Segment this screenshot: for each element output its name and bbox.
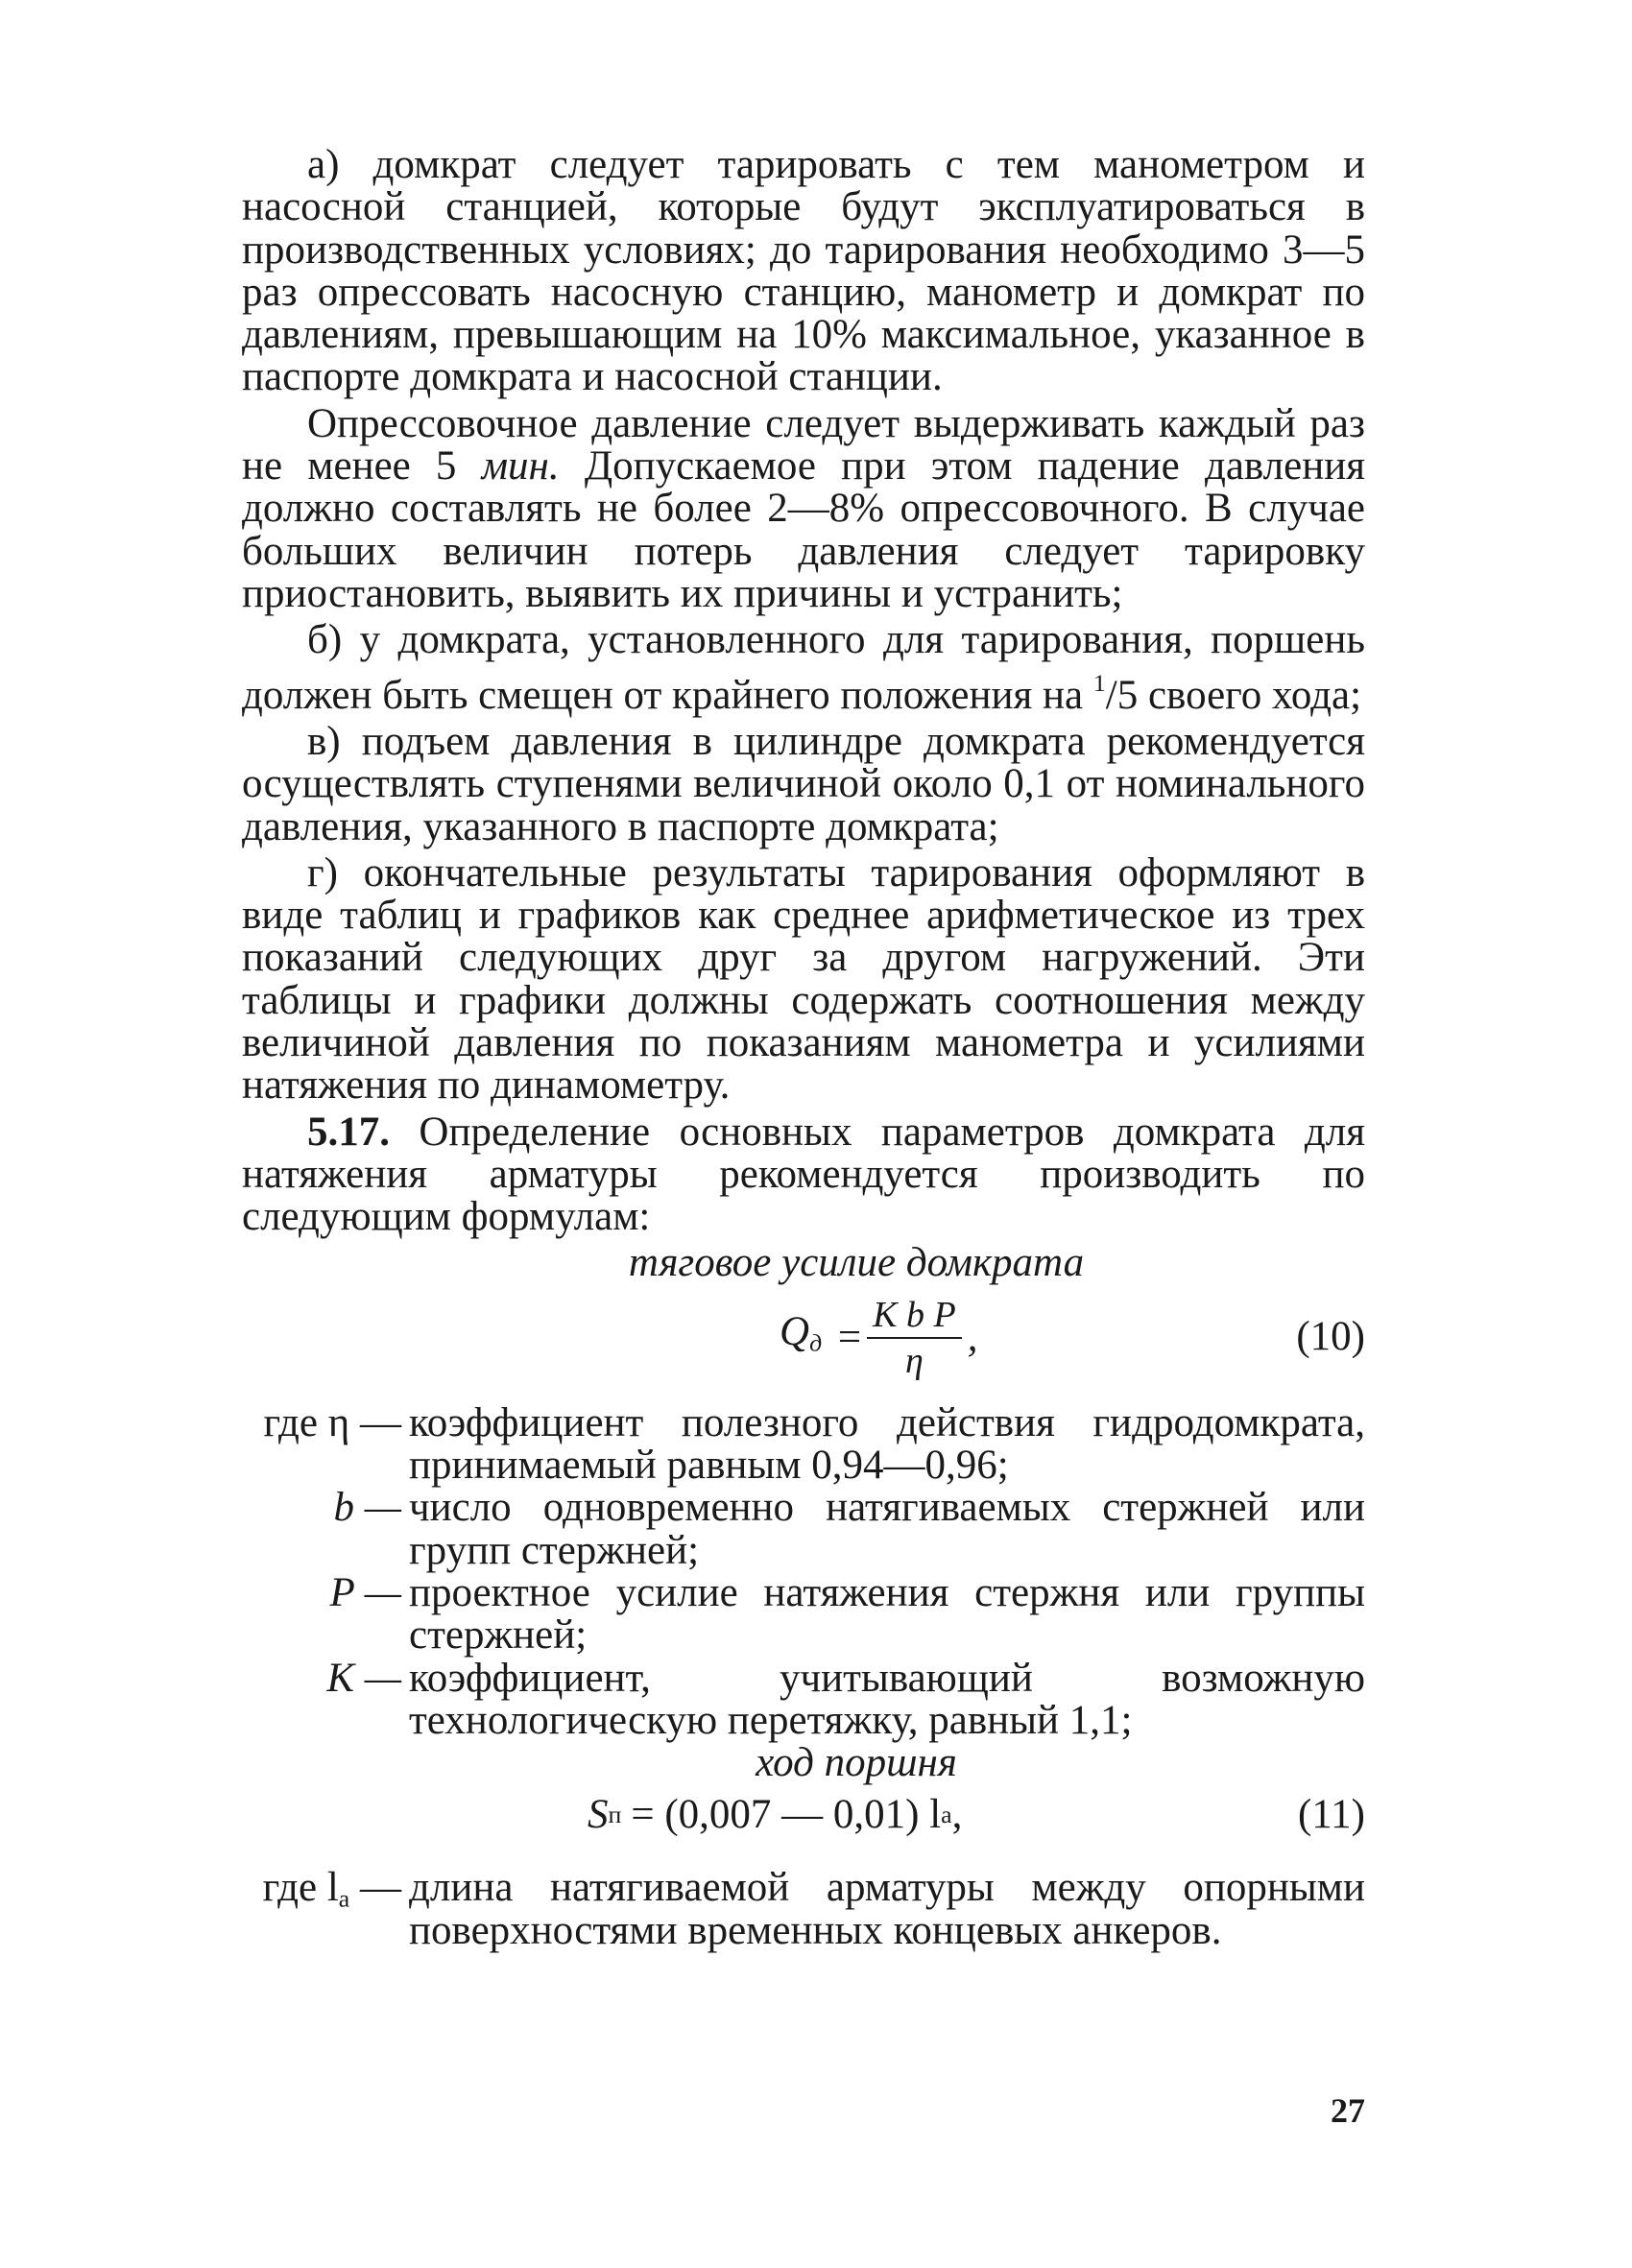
legend-desc-k-text: коэффициент, учитывающий возможную технологическую перетяжку, равный 1,1; — [409, 1655, 1365, 1743]
page-number: 27 — [1331, 2091, 1365, 2130]
pressure-text-1: Опрессовочное давление следует выдерживать каждый раз не менее 5 — [242, 400, 1365, 489]
legend-symbol-b: b — — [333, 1485, 401, 1531]
legend-symbol-la-main: где l — [262, 1865, 339, 1911]
paragraph-a: а) домкрат следует тарировать с тем манометром и насосной станцией, которые будут эксплуатироваться в производственных условиях; до тарирования необходимо 3—5 раз опрессовать насосную станцию, манометр и домкрат по давлениям, превышающим на 10% максимальное, указанное в паспорте домкрата и насосной станции. — [242, 142, 1365, 400]
formula-11-number: (11) — [1297, 1792, 1365, 1838]
pressure-unit-min: мин. — [481, 443, 560, 489]
paragraph-b-text-2: своего хода; — [1138, 672, 1362, 718]
pressure-text-2: Допускаемое при этом падение давления должно составлять не более 2—8% опрессовочного. В случае больших величин потерь давления следует тарировку приостановить, выявить их причины и устранить; — [242, 443, 1365, 616]
legend-desc-p — [405, 1569, 1365, 1659]
formula-11-comma: , — [951, 1792, 963, 1838]
legend-desc-p-text: проектное усилие натяжения стержня или группы стержней; — [409, 1569, 1365, 1659]
legend-symbol-la-dash: — — [349, 1865, 401, 1911]
formula-10-numerator: K b P — [867, 1295, 962, 1339]
paragraph-v: в) подъем давления в цилиндре домкрата рекомендуется осуществлять ступенями величиной около 0,1 от номинального давления, указанного в паспорте домкрата; — [242, 718, 1365, 849]
paragraph-b — [242, 619, 1365, 717]
legend-symbol-p: P — — [329, 1569, 401, 1615]
paragraph-pressure-test — [242, 400, 1365, 616]
formula-11-lhs-main: S — [588, 1792, 609, 1838]
formula-10-denominator: η — [905, 1340, 924, 1381]
formula-10-expression — [780, 1295, 977, 1381]
legend-desc-eta-text: коэффициент полезного действия гидродомкрата, принимаемый равным 0,94—0,96; — [409, 1399, 1365, 1489]
formula-11-title: ход поршня — [756, 1740, 957, 1786]
fraction-denominator: /5 — [1105, 672, 1139, 718]
formula-11 — [242, 1794, 1365, 1853]
formula-10 — [242, 1295, 1365, 1391]
formula-11-rhs: = (0,007 — 0,01) l — [631, 1792, 942, 1838]
formula-10-title: тяговое усилие домкрата — [628, 1240, 1085, 1286]
legend-desc-la-text: длина натягиваемой арматуры между опорными поверхностями временных концевых анкеров. — [409, 1865, 1365, 1953]
legend-desc-k — [405, 1655, 1365, 1743]
page-content — [242, 144, 1365, 1952]
formula-10-fraction — [867, 1295, 962, 1381]
formula-10-legend — [242, 1399, 1365, 1743]
fraction-numerator: 1 — [1092, 668, 1106, 697]
legend-desc-b-text: число одновременно натягиваемых стержней или групп стержней; — [409, 1485, 1365, 1573]
formula-10-equals: = — [835, 1314, 864, 1360]
section-5-17 — [242, 1111, 1365, 1239]
formula-10-comma: , — [967, 1314, 978, 1360]
legend-symbol-la-sub: а — [338, 1884, 350, 1913]
section-text: Определение основных параметров домкрата для натяжения арматуры рекомендуется производить по следующим формулам: — [242, 1109, 1365, 1240]
formula-11-legend — [242, 1867, 1365, 1952]
formula-10-lhs-main: Q — [780, 1308, 810, 1354]
formula-11-lhs-sub: п — [608, 1801, 622, 1829]
paragraph-b-text-1: б) у домкрата, установленного для тарирования, поршень должен быть смещен от крайнего положения на — [242, 617, 1365, 718]
legend-desc-b — [405, 1487, 1365, 1572]
formula-10-lhs — [780, 1308, 823, 1365]
formula-11-rhs-sub: а — [941, 1801, 952, 1829]
legend-desc-la — [405, 1867, 1365, 1952]
legend-symbol-la — [242, 1867, 405, 1952]
section-number: 5.17. — [307, 1109, 390, 1155]
legend-symbol-eta: где η — — [263, 1399, 401, 1445]
formula-10-lhs-sub: д — [809, 1328, 823, 1357]
legend-symbol-k: K — — [326, 1655, 401, 1701]
formula-11-expression — [588, 1794, 962, 1836]
formula-10-number: (10) — [1296, 1313, 1365, 1359]
legend-desc-eta — [405, 1399, 1365, 1489]
paragraph-g: г) окончательные результаты тарирования оформляют в виде таблиц и графиков как среднее арифметическое из трех показаний следующих друг за другом нагружений. Эти таблицы и графики должны содержать соотношения между величиной давления по показаниям манометра и усилиями натяжения по динамометру. — [242, 849, 1365, 1109]
